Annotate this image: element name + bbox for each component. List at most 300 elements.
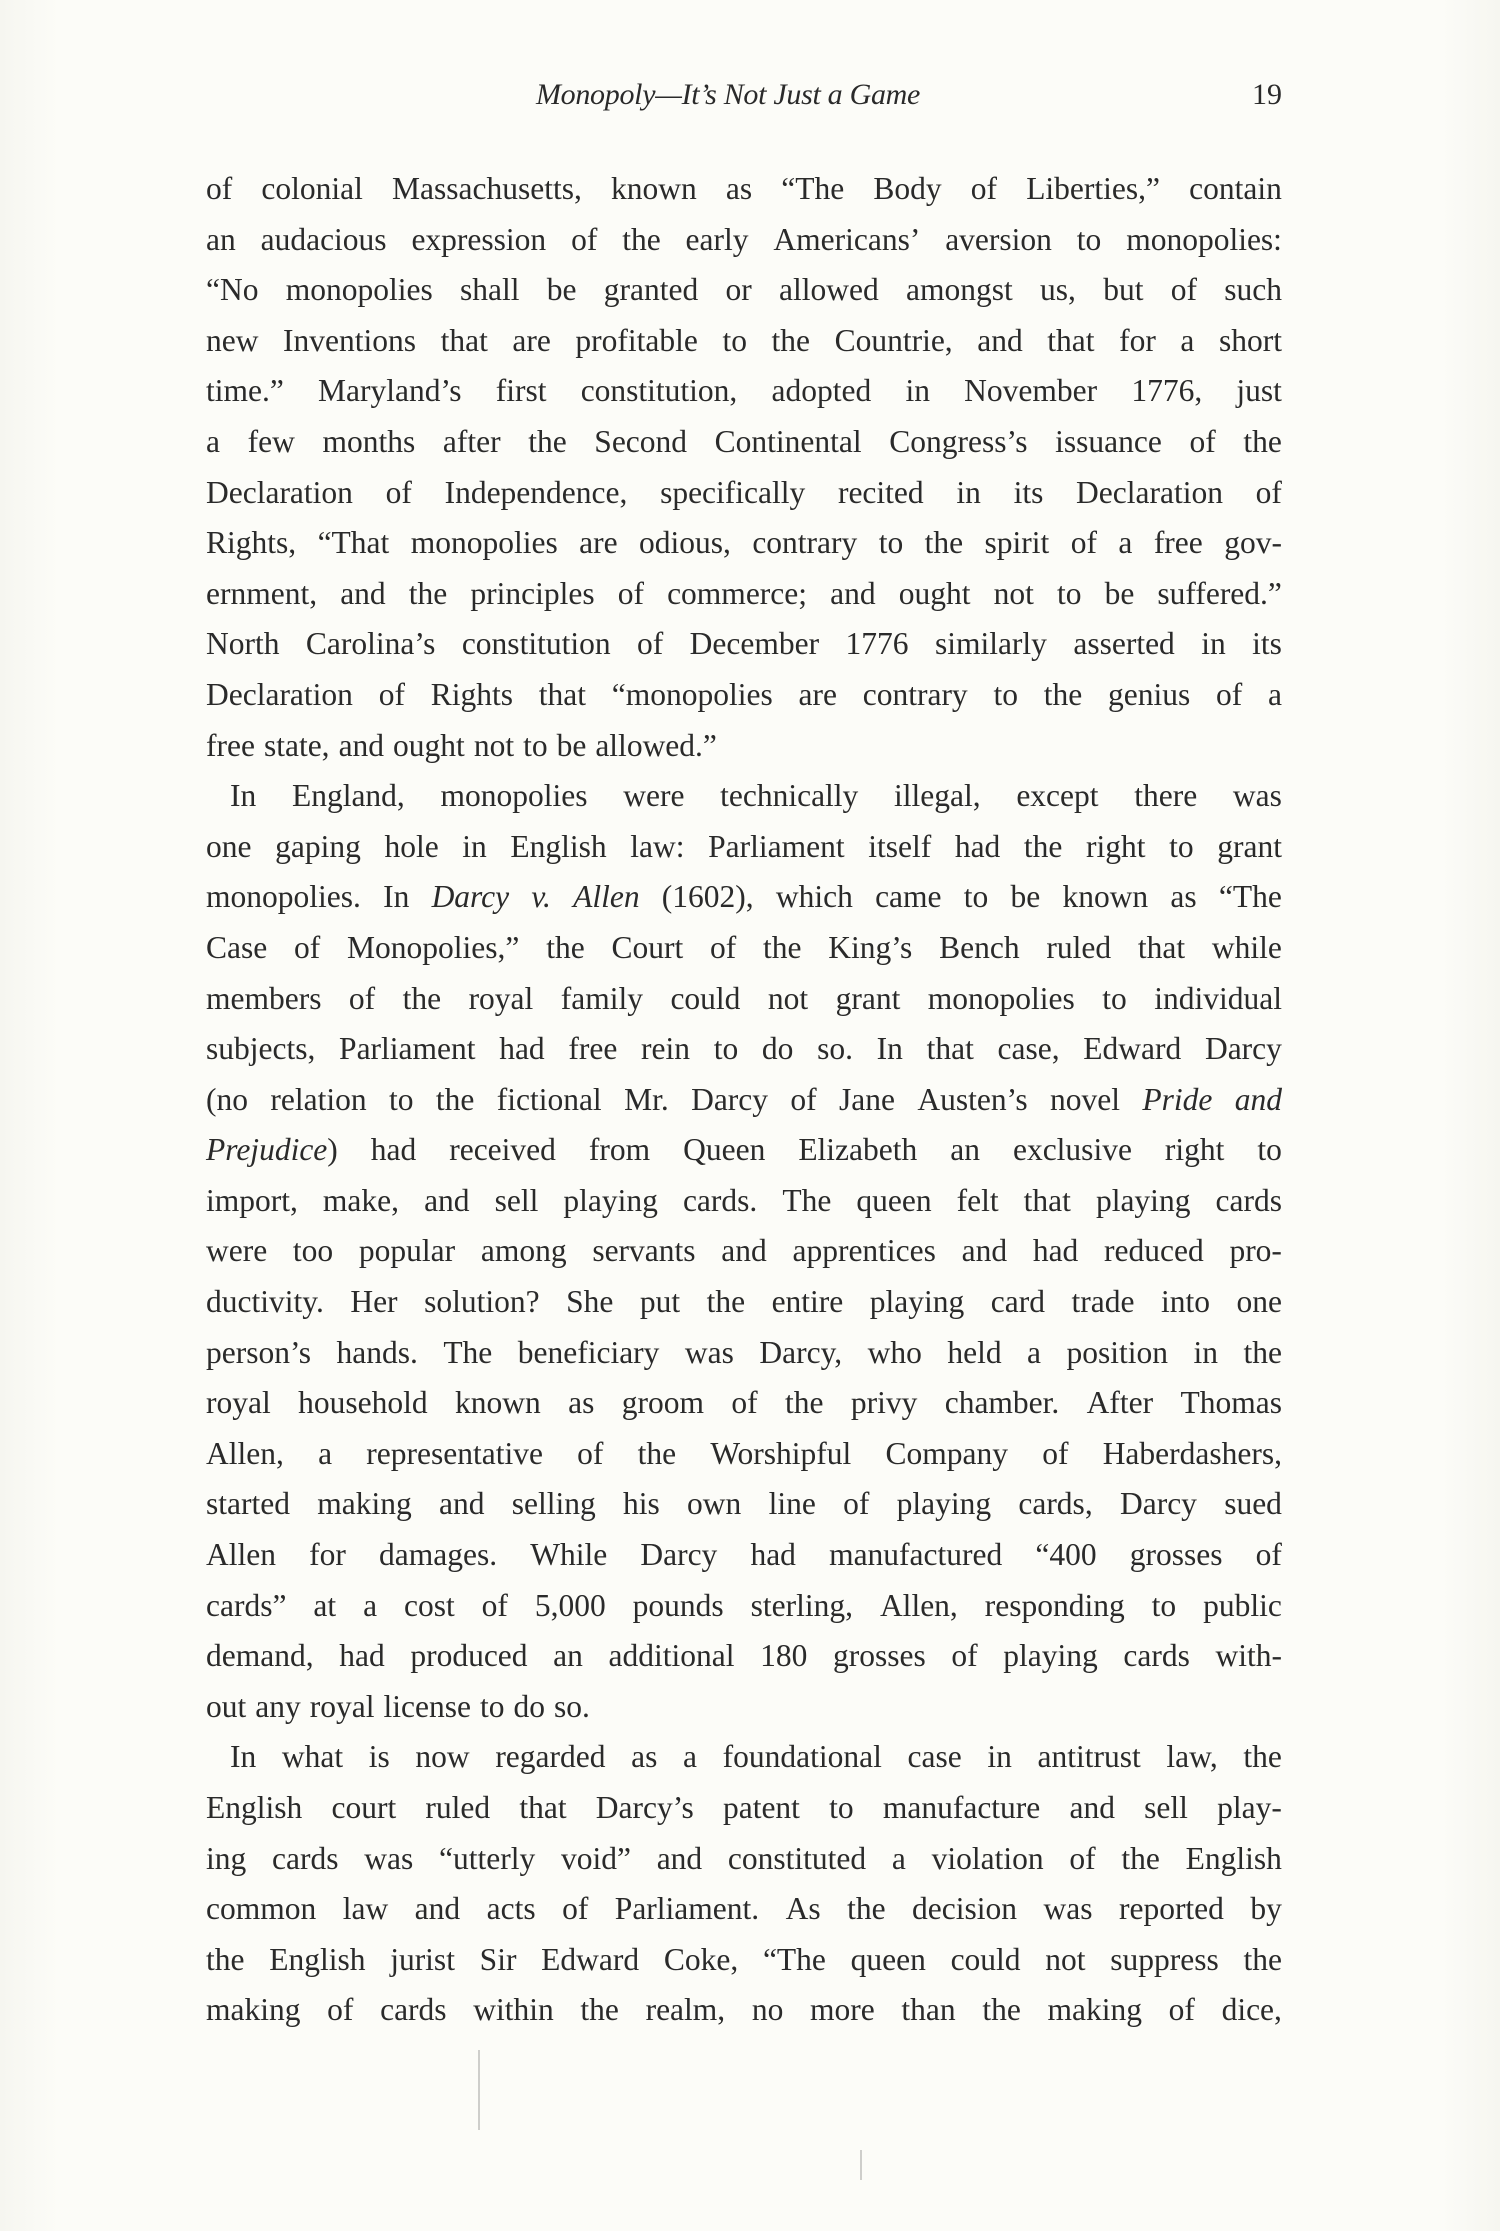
word: ought bbox=[393, 727, 465, 763]
word: the bbox=[622, 221, 661, 257]
word: right bbox=[1086, 828, 1146, 864]
word: patent bbox=[722, 1790, 800, 1825]
word: sell bbox=[494, 1182, 539, 1218]
word: such bbox=[1224, 272, 1282, 308]
word: the bbox=[637, 1435, 677, 1471]
word: the bbox=[1243, 423, 1282, 459]
word: held bbox=[947, 1334, 1002, 1370]
word: Carolina’s bbox=[305, 626, 436, 662]
word: to bbox=[479, 1688, 505, 1724]
word: gov- bbox=[1224, 525, 1282, 561]
word: constitution, bbox=[580, 373, 738, 409]
text-line bbox=[206, 1125, 1282, 1176]
word: subjects, bbox=[206, 1031, 316, 1067]
word: royal bbox=[206, 1385, 271, 1421]
word: from bbox=[588, 1132, 651, 1168]
word: grant bbox=[835, 980, 901, 1016]
word: to bbox=[1076, 221, 1102, 257]
word: Countrie, bbox=[834, 322, 953, 358]
word: license bbox=[383, 1688, 471, 1724]
word: King’s bbox=[828, 929, 913, 965]
word: Rights bbox=[430, 676, 513, 712]
word: household bbox=[298, 1385, 428, 1421]
word: Declaration bbox=[206, 474, 353, 510]
word: void” bbox=[560, 1840, 631, 1876]
word: received bbox=[449, 1132, 556, 1168]
word: Inventions bbox=[283, 322, 417, 358]
word: of bbox=[1168, 1992, 1195, 2028]
word: are bbox=[798, 676, 837, 712]
word: few bbox=[247, 423, 295, 459]
word: than bbox=[901, 1992, 956, 2028]
word: Austen’s bbox=[917, 1081, 1028, 1117]
word: relation bbox=[270, 1081, 367, 1117]
word: demand, bbox=[206, 1638, 314, 1674]
word: so. bbox=[817, 1031, 853, 1067]
word: Allen, bbox=[879, 1587, 958, 1623]
word: be bbox=[556, 727, 587, 763]
text-line bbox=[206, 619, 1282, 670]
word: As bbox=[785, 1891, 821, 1927]
text-line bbox=[206, 1783, 1282, 1834]
text-line bbox=[206, 1328, 1282, 1379]
word: free bbox=[1153, 525, 1203, 561]
word: aversion bbox=[945, 221, 1052, 257]
word: English bbox=[510, 828, 607, 864]
text-line bbox=[206, 1176, 1282, 1227]
word: In bbox=[230, 778, 257, 814]
word: a bbox=[1118, 525, 1133, 561]
word: trade bbox=[1071, 1284, 1135, 1320]
word: what bbox=[281, 1739, 344, 1775]
text-line bbox=[206, 872, 1282, 923]
word: decision bbox=[912, 1891, 1018, 1927]
word: known bbox=[611, 171, 697, 206]
word: a bbox=[363, 1587, 378, 1623]
word: Second bbox=[594, 423, 688, 459]
word: to bbox=[388, 1081, 414, 1117]
word: monopolies bbox=[440, 778, 588, 814]
word: North bbox=[206, 626, 280, 662]
text-line bbox=[206, 721, 1282, 772]
text-line bbox=[206, 1378, 1282, 1429]
word: constituted bbox=[727, 1840, 867, 1876]
word: do bbox=[761, 1031, 794, 1067]
word: cards bbox=[1123, 1638, 1190, 1674]
word: hole bbox=[384, 828, 439, 864]
text-line bbox=[206, 518, 1282, 569]
word: had bbox=[370, 1132, 417, 1168]
word: Allen bbox=[206, 1537, 276, 1573]
text-line bbox=[206, 1985, 1282, 2036]
word: November bbox=[964, 373, 1098, 409]
word: shall bbox=[460, 272, 520, 308]
word: members bbox=[206, 980, 322, 1016]
word: known bbox=[1062, 879, 1149, 915]
word: colonial bbox=[261, 171, 363, 206]
word: within bbox=[473, 1992, 554, 2028]
word: playing bbox=[1095, 1182, 1191, 1218]
word: of bbox=[1216, 676, 1243, 712]
word: by bbox=[1250, 1891, 1282, 1927]
text-line bbox=[206, 164, 1282, 215]
word: for bbox=[1119, 322, 1156, 358]
word: out bbox=[206, 1688, 247, 1724]
word: 180 bbox=[760, 1638, 808, 1674]
text-line bbox=[206, 468, 1282, 519]
word: Darcy bbox=[1119, 1486, 1197, 1522]
word: making bbox=[317, 1486, 412, 1522]
word: to bbox=[829, 1790, 854, 1825]
text-line bbox=[206, 974, 1282, 1025]
text-line bbox=[206, 1581, 1282, 1632]
word: free bbox=[568, 1031, 618, 1067]
word: ruled bbox=[1046, 929, 1112, 965]
word: queen bbox=[856, 1182, 932, 1218]
word: had bbox=[1032, 1233, 1079, 1269]
word: the bbox=[1243, 1739, 1282, 1775]
word: into bbox=[1160, 1284, 1210, 1320]
word: as bbox=[725, 171, 753, 206]
word: England, bbox=[291, 778, 405, 814]
word: profitable bbox=[575, 322, 698, 358]
word: of bbox=[1189, 423, 1216, 459]
word: common bbox=[206, 1891, 317, 1927]
word: itself bbox=[868, 828, 932, 864]
word: and bbox=[961, 1233, 1008, 1269]
word: monopolies: bbox=[1126, 221, 1282, 257]
word: queen bbox=[850, 1941, 926, 1977]
word: In bbox=[230, 1739, 257, 1775]
word: the bbox=[1023, 828, 1063, 864]
text-line bbox=[206, 569, 1282, 620]
word: be bbox=[1010, 879, 1041, 915]
word: position bbox=[1066, 1334, 1169, 1370]
word: in bbox=[1201, 626, 1226, 662]
word: Parliament. bbox=[614, 1891, 760, 1927]
word: a bbox=[1268, 676, 1282, 712]
word: to bbox=[993, 676, 1018, 712]
word: beneficiary bbox=[517, 1334, 660, 1370]
word: the bbox=[1243, 1941, 1282, 1977]
text-line bbox=[206, 215, 1282, 266]
word: Company bbox=[885, 1435, 1008, 1471]
word: sued bbox=[1224, 1486, 1282, 1522]
word: the bbox=[580, 1992, 619, 2028]
word: a bbox=[318, 1435, 333, 1471]
word: now bbox=[415, 1739, 470, 1775]
word: Declaration bbox=[206, 676, 353, 712]
word: regarded bbox=[495, 1739, 606, 1775]
word: import, bbox=[206, 1182, 298, 1218]
word: rein bbox=[641, 1031, 690, 1067]
word: Rights, bbox=[206, 525, 297, 561]
word: and bbox=[414, 1891, 461, 1927]
word: his bbox=[623, 1486, 660, 1522]
text-line bbox=[206, 771, 1282, 822]
word: had bbox=[750, 1537, 796, 1573]
word: Jane bbox=[839, 1081, 896, 1117]
body-text bbox=[206, 164, 1282, 2036]
word: family bbox=[560, 980, 643, 1016]
text-line bbox=[206, 366, 1282, 417]
word: the bbox=[706, 1284, 746, 1320]
word: of bbox=[206, 171, 233, 206]
word: the bbox=[435, 1081, 475, 1117]
word: case bbox=[907, 1739, 962, 1775]
word: could bbox=[950, 1941, 1021, 1977]
word: of bbox=[385, 474, 412, 510]
word: its bbox=[1013, 474, 1044, 510]
word: be bbox=[546, 272, 577, 308]
word: monopolies. bbox=[206, 879, 361, 915]
word: court bbox=[331, 1790, 397, 1825]
word: to bbox=[1102, 980, 1127, 1016]
word: asserted bbox=[1073, 626, 1175, 662]
word: the bbox=[528, 423, 567, 459]
word: Declaration bbox=[1076, 474, 1223, 510]
word: of bbox=[843, 1486, 870, 1522]
word: monopolies bbox=[927, 980, 1075, 1016]
word: any bbox=[255, 1688, 301, 1724]
word: Haberdashers, bbox=[1102, 1435, 1282, 1471]
word: (no bbox=[206, 1081, 248, 1117]
word: allowed bbox=[779, 272, 879, 308]
word: Parliament bbox=[339, 1031, 476, 1067]
text-line bbox=[206, 1834, 1282, 1885]
word: after bbox=[442, 423, 501, 459]
word: while bbox=[1211, 929, 1282, 965]
word: the bbox=[408, 575, 448, 611]
word: contrary bbox=[862, 676, 968, 712]
word: 1776 bbox=[845, 626, 909, 662]
word: do bbox=[513, 1688, 545, 1724]
word: one bbox=[1236, 1284, 1282, 1320]
word: manufacture bbox=[882, 1790, 1041, 1825]
word: a bbox=[206, 423, 220, 459]
word: that bbox=[1047, 322, 1095, 358]
word: contain bbox=[1189, 171, 1282, 206]
word: card bbox=[990, 1284, 1045, 1320]
word: Thomas bbox=[1180, 1385, 1282, 1421]
word: She bbox=[566, 1284, 614, 1320]
word: expression bbox=[411, 221, 547, 257]
word: v. bbox=[531, 879, 551, 915]
word: jurist bbox=[390, 1941, 455, 1977]
word: not bbox=[1045, 1941, 1086, 1977]
word: of bbox=[637, 626, 664, 662]
word: English bbox=[206, 1790, 303, 1825]
word: genius bbox=[1107, 676, 1191, 712]
word: of bbox=[710, 929, 737, 965]
word: to bbox=[722, 322, 747, 358]
word: and bbox=[721, 1233, 767, 1269]
word: of bbox=[327, 1992, 354, 2028]
word: to bbox=[1056, 575, 1082, 611]
word: Allen bbox=[573, 879, 640, 915]
word: December bbox=[689, 626, 820, 662]
word: the bbox=[847, 1891, 886, 1927]
text-line bbox=[206, 265, 1282, 316]
word: with- bbox=[1215, 1638, 1282, 1674]
word: short bbox=[1218, 322, 1282, 358]
word: exclusive bbox=[1012, 1132, 1132, 1168]
word: 1776, bbox=[1131, 373, 1203, 409]
word: produced bbox=[410, 1638, 528, 1674]
text-line bbox=[206, 316, 1282, 367]
word: an bbox=[950, 1132, 980, 1168]
word: playing bbox=[896, 1486, 992, 1522]
word: is bbox=[368, 1739, 390, 1775]
word: felt bbox=[956, 1182, 999, 1218]
word: amongst bbox=[906, 272, 1013, 308]
word: make, bbox=[322, 1182, 400, 1218]
word: Court bbox=[611, 929, 684, 965]
word: and bbox=[830, 575, 876, 611]
running-title: Monopoly—It’s Not Just a Game bbox=[535, 78, 921, 111]
word: Queen bbox=[683, 1132, 766, 1168]
word: at bbox=[313, 1587, 337, 1623]
word: who bbox=[867, 1334, 922, 1370]
word: entire bbox=[771, 1284, 844, 1320]
word: antitrust bbox=[1037, 1739, 1141, 1775]
word: line bbox=[768, 1486, 816, 1522]
word: the bbox=[546, 929, 585, 965]
text-line bbox=[206, 1884, 1282, 1935]
word: sterling, bbox=[750, 1587, 853, 1623]
word: Independence, bbox=[444, 474, 628, 510]
word: Allen, bbox=[206, 1435, 284, 1471]
scan-artifact bbox=[478, 2050, 480, 2130]
word: that bbox=[1137, 929, 1186, 965]
word: “The bbox=[762, 1941, 826, 1977]
word: to bbox=[963, 879, 989, 915]
word: to bbox=[878, 525, 904, 561]
word: an bbox=[206, 221, 236, 257]
word: was bbox=[1043, 1891, 1093, 1927]
word: “monopolies bbox=[611, 676, 773, 712]
word: Darcy’s bbox=[595, 1790, 694, 1825]
word: as bbox=[631, 1739, 658, 1775]
text-line bbox=[206, 1631, 1282, 1682]
word: grosses bbox=[833, 1638, 926, 1674]
word: the bbox=[206, 1941, 245, 1977]
word: of bbox=[1255, 1537, 1282, 1573]
word: groom bbox=[621, 1385, 704, 1421]
word: gaping bbox=[275, 828, 361, 864]
word: are bbox=[512, 322, 551, 358]
word: dice, bbox=[1221, 1992, 1282, 2028]
word: Her bbox=[350, 1284, 398, 1320]
word: the bbox=[784, 1385, 824, 1421]
word: cards bbox=[272, 1840, 339, 1876]
word: a bbox=[1027, 1334, 1042, 1370]
word: apprentices bbox=[792, 1233, 936, 1269]
word: Darcy bbox=[431, 879, 510, 915]
word: and bbox=[424, 1182, 470, 1218]
word: are bbox=[579, 525, 618, 561]
word: Darcy bbox=[1204, 1031, 1282, 1067]
word: of bbox=[970, 171, 998, 206]
word: the bbox=[1043, 676, 1083, 712]
word: case, bbox=[997, 1031, 1060, 1067]
word: of bbox=[951, 1638, 978, 1674]
word: cards bbox=[1215, 1182, 1282, 1218]
word: suppress bbox=[1110, 1941, 1219, 1977]
text-line bbox=[206, 1682, 1282, 1733]
word: audacious bbox=[260, 221, 387, 257]
word: among bbox=[480, 1233, 567, 1269]
word: not bbox=[993, 575, 1034, 611]
word: too bbox=[292, 1233, 334, 1269]
word: ductivity. bbox=[206, 1284, 324, 1320]
word: the bbox=[1243, 1334, 1282, 1370]
word: grant bbox=[1217, 828, 1282, 864]
word: Elizabeth bbox=[798, 1132, 918, 1168]
word: known bbox=[454, 1385, 541, 1421]
text-line bbox=[206, 1024, 1282, 1075]
word: royal bbox=[309, 1688, 375, 1724]
word: “That bbox=[317, 525, 390, 561]
word: ruled bbox=[425, 1790, 491, 1825]
word: the bbox=[982, 1992, 1021, 2028]
word: Bench bbox=[939, 929, 1020, 965]
word: that bbox=[440, 322, 488, 358]
word: could bbox=[670, 980, 741, 1016]
word: state, bbox=[263, 727, 330, 763]
word: English bbox=[1185, 1840, 1282, 1876]
word: Mr. bbox=[624, 1081, 669, 1117]
word: which bbox=[775, 879, 853, 915]
word: sell bbox=[1144, 1790, 1188, 1825]
word: an bbox=[553, 1638, 583, 1674]
word: ought bbox=[898, 575, 971, 611]
word: The bbox=[782, 1182, 832, 1218]
word: of bbox=[562, 1891, 589, 1927]
word: spirit bbox=[984, 525, 1050, 561]
word: solution? bbox=[424, 1284, 540, 1320]
word: While bbox=[530, 1537, 608, 1573]
word: there bbox=[1134, 778, 1198, 814]
word: person’s bbox=[206, 1334, 311, 1370]
word: play- bbox=[1217, 1790, 1282, 1825]
word: principles bbox=[470, 575, 595, 611]
word: representative bbox=[366, 1435, 543, 1471]
word: free bbox=[206, 727, 255, 763]
word: for bbox=[309, 1537, 346, 1573]
word: Body bbox=[873, 171, 942, 206]
word: to bbox=[713, 1031, 739, 1067]
text-line bbox=[206, 822, 1282, 873]
word: the bbox=[1121, 1840, 1160, 1876]
word: odious, bbox=[639, 525, 731, 561]
word: new bbox=[206, 322, 259, 358]
word: violation bbox=[931, 1840, 1044, 1876]
word: and bbox=[439, 1486, 485, 1522]
word: chamber. bbox=[944, 1385, 1060, 1421]
word: so. bbox=[553, 1688, 590, 1724]
word: the bbox=[402, 980, 442, 1016]
word: its bbox=[1252, 626, 1282, 662]
word: not bbox=[473, 727, 515, 763]
text-line bbox=[206, 1479, 1282, 1530]
word: of bbox=[1069, 1840, 1096, 1876]
word: and bbox=[977, 322, 1023, 358]
word: suffered.” bbox=[1157, 575, 1282, 611]
text-line bbox=[206, 670, 1282, 721]
word: technically bbox=[720, 778, 859, 814]
word: monopolies bbox=[410, 525, 558, 561]
